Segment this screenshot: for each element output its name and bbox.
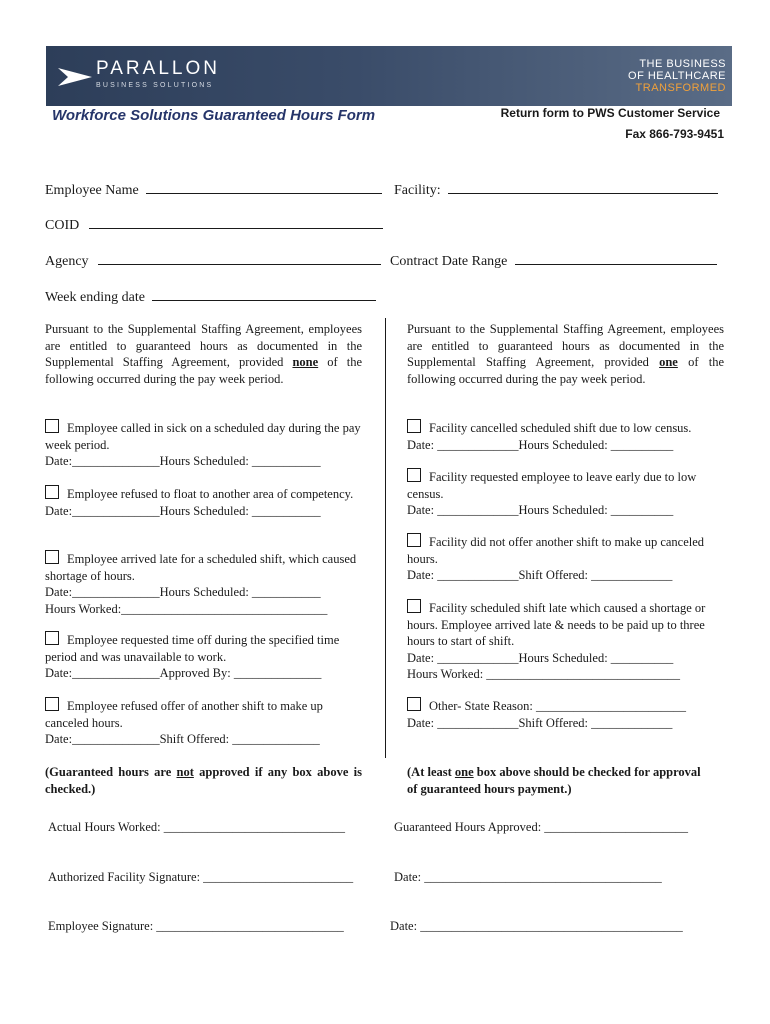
right-footer-note: (At least one box above should be checked for approval of guaranteed hours payment.) (407, 765, 701, 796)
right-item-1: Facility cancelled scheduled shift due to low census. Date: _____________Hours Scheduled: __________ (407, 421, 692, 452)
week-ending-line[interactable] (152, 288, 376, 301)
left-item-1: Employee called in sick on a scheduled day during the pay week period. Date:______________Hours Scheduled: ___________ (45, 421, 361, 468)
right-intro: Pursuant to the Supplemental Staffing Agreement, employees are entitled to guaranteed hours as documented in the Supplemental Staffing Agreement, provided one of the following occurred during the pay week period. (407, 322, 725, 386)
checkbox[interactable] (407, 419, 421, 433)
week-ending-field[interactable]: Week ending date (45, 288, 376, 306)
brand-subtitle: BUSINESS SOLUTIONS (96, 82, 214, 89)
employee-date-field[interactable]: Date: __________________________________________ (390, 919, 683, 933)
checkbox[interactable] (407, 697, 421, 711)
facility-signature-field[interactable]: Authorized Facility Signature: ________________________ (48, 870, 354, 884)
tagline-accent: TRANSFORMED (635, 82, 726, 94)
guaranteed-hours-approved-field[interactable]: Guaranteed Hours Approved: _______________________ (394, 820, 689, 834)
right-item-4: Facility scheduled shift late which caused a shortage or hours. Employee arrived late & needs to be paid up to three hours to start of shift. Date: _____________Hours Scheduled: __________ Hours Worked: _______________________________ (407, 601, 706, 681)
fax-number: Fax 866-793-9451 (625, 127, 724, 141)
checkbox[interactable] (407, 599, 421, 613)
checkbox[interactable] (45, 631, 59, 645)
brand-name: PARALLON (96, 58, 220, 79)
employee-signature-field[interactable]: Employee Signature: ______________________________ (48, 919, 344, 933)
facility-field[interactable]: Facility: (394, 181, 718, 199)
parallon-logo-icon (58, 66, 92, 88)
left-item-4: Employee requested time off during the specified time period and was unavailable to work. Date:______________Approved By: ______________ (45, 633, 340, 680)
checkbox[interactable] (407, 468, 421, 482)
tagline: THE BUSINESS OF HEALTHCARE (628, 58, 726, 82)
facility-date-field[interactable]: Date: ______________________________________ (394, 870, 662, 884)
checkbox[interactable] (45, 550, 59, 564)
header-banner (46, 46, 732, 106)
right-item-2: Facility requested employee to leave early due to low census. Date: _____________Hours Scheduled: __________ (407, 470, 697, 517)
right-item-3: Facility did not offer another shift to make up canceled hours. Date: _____________Shift Offered: _____________ (407, 535, 705, 582)
agency-line[interactable] (98, 252, 381, 265)
checkbox[interactable] (407, 533, 421, 547)
agency-field[interactable]: Agency (45, 252, 381, 270)
left-item-5: Employee refused offer of another shift to make up canceled hours. Date:______________Shift Offered: ______________ (45, 699, 323, 746)
employee-name-line[interactable] (146, 181, 382, 194)
left-footer-note: (Guaranteed hours are not approved if any box above is checked.) (45, 765, 362, 796)
left-item-2: Employee refused to float to another area of competency. Date:______________Hours Scheduled: ___________ (45, 487, 354, 518)
left-intro: Pursuant to the Supplemental Staffing Agreement, employees are entitled to guaranteed hours as documented in the Supplemental Staffing Agreement, provided none of the following occurred during the pay week period. (45, 322, 362, 386)
actual-hours-worked-field[interactable]: Actual Hours Worked: _____________________________ (48, 820, 346, 834)
checkbox[interactable] (45, 697, 59, 711)
contract-date-range-field[interactable]: Contract Date Range (390, 252, 717, 270)
right-item-5: Other- State Reason: ________________________ Date: _____________Shift Offered: _____________ (407, 699, 687, 730)
checkbox[interactable] (45, 419, 59, 433)
form-title: Workforce Solutions Guaranteed Hours Form (52, 107, 376, 124)
checkbox[interactable] (45, 485, 59, 499)
column-divider (385, 318, 386, 758)
coid-line[interactable] (89, 216, 383, 229)
left-item-3: Employee arrived late for a scheduled shift, which caused shortage of hours. Date:______________Hours Scheduled: ___________ Hours Worked:_________________________________ (45, 552, 357, 616)
contract-date-range-line[interactable] (515, 252, 717, 265)
facility-line[interactable] (448, 181, 718, 194)
return-instructions: Return form to PWS Customer Service (500, 106, 720, 120)
coid-field[interactable]: COID (45, 216, 383, 234)
employee-name-field[interactable]: Employee Name (45, 181, 382, 199)
